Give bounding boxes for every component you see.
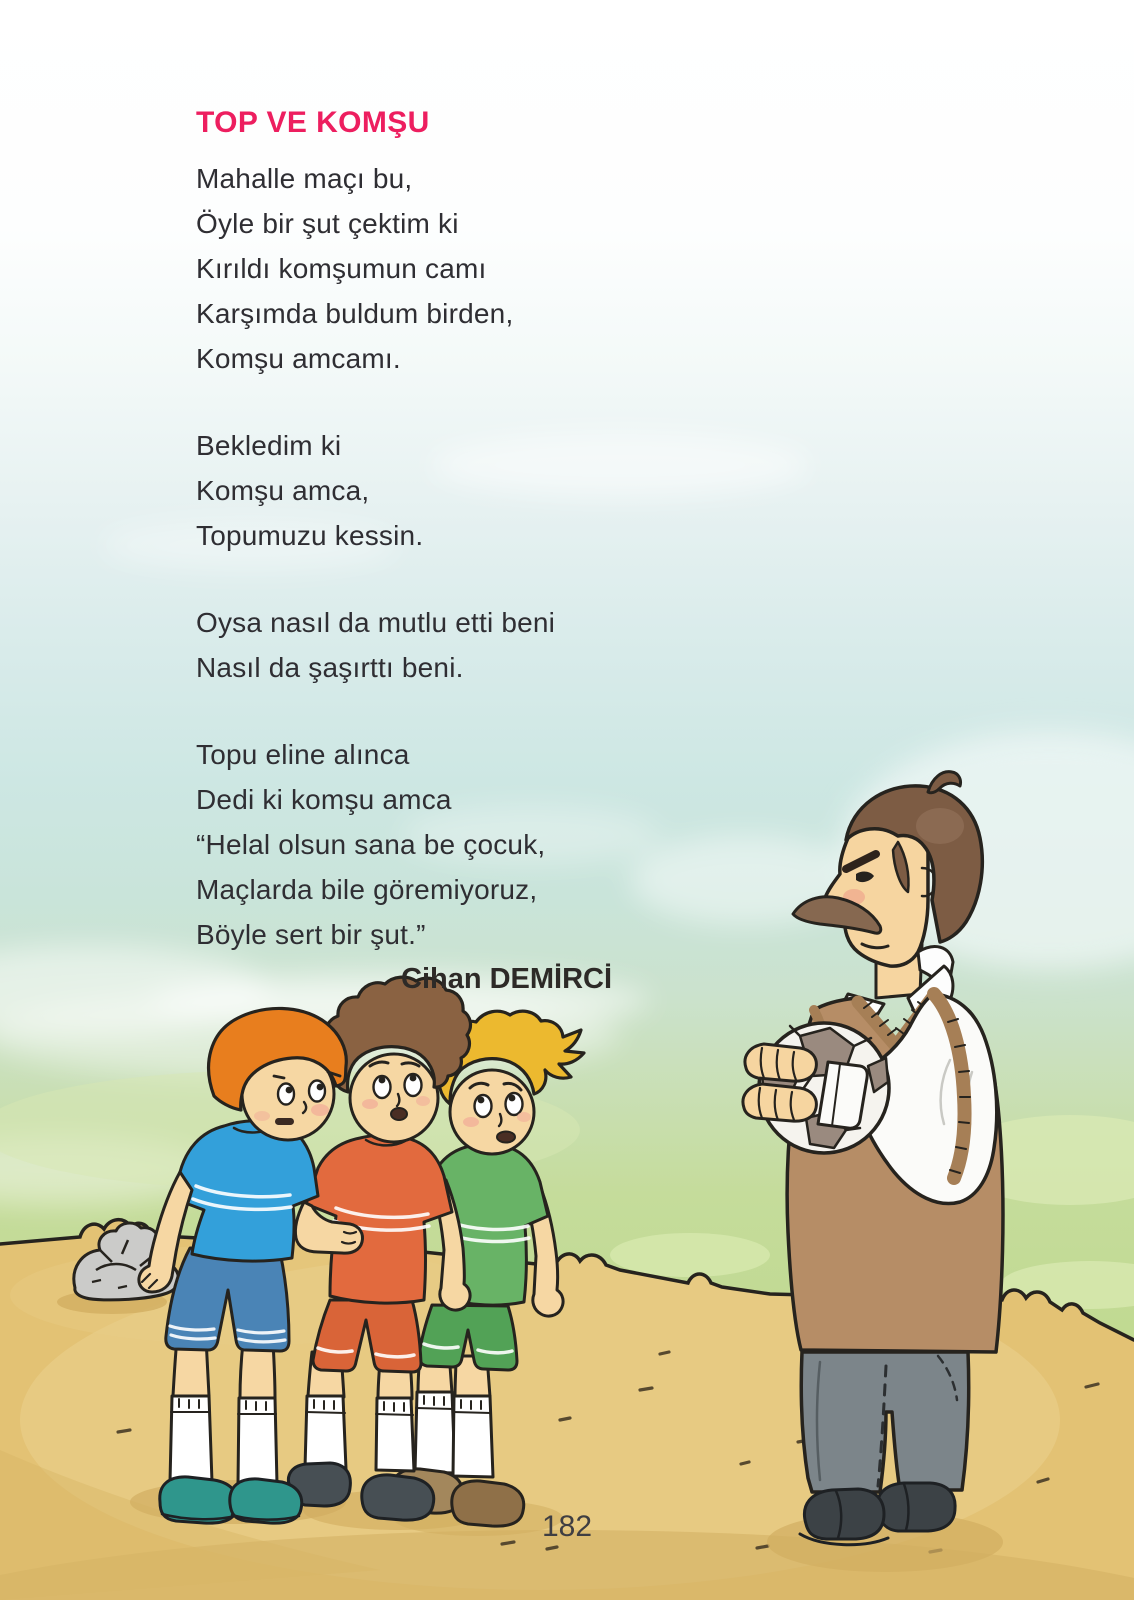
poem-author: Cihan DEMİRCİ (401, 963, 613, 995)
poem-title: TOP VE KOMŞU (196, 106, 430, 139)
poem-line: Böyle sert bir şut.” (196, 919, 426, 950)
poem-line: Komşu amcamı. (196, 343, 401, 374)
poem-line: Maçlarda bile göremiyoruz, (196, 874, 538, 905)
poem-line: Komşu amca, (196, 475, 370, 506)
poem-line: Oysa nasıl da mutlu etti beni (196, 607, 556, 638)
poem-line: Topumuzu kessin. (196, 520, 424, 551)
stanza-4 (196, 732, 612, 957)
page-number: 182 (541, 1510, 593, 1543)
poem-line: Mahalle maçı bu, (196, 163, 413, 194)
stanza-2 (196, 423, 612, 558)
poem-line: Topu eline alınca (196, 739, 410, 770)
stanza-3 (196, 600, 612, 690)
poem (196, 104, 612, 999)
poem-line: Karşımda buldum birden, (196, 298, 514, 329)
poem-line: “Helal olsun sana be çocuk, (196, 829, 546, 860)
poem-line: Dedi ki komşu amca (196, 784, 452, 815)
poem-line: Nasıl da şaşırttı beni. (196, 652, 464, 683)
stanza-1 (196, 156, 612, 381)
poem-line: Öyle bir şut çektim ki (196, 208, 459, 239)
poem-line: Kırıldı komşumun camı (196, 253, 487, 284)
poem-line: Bekledim ki (196, 430, 342, 461)
